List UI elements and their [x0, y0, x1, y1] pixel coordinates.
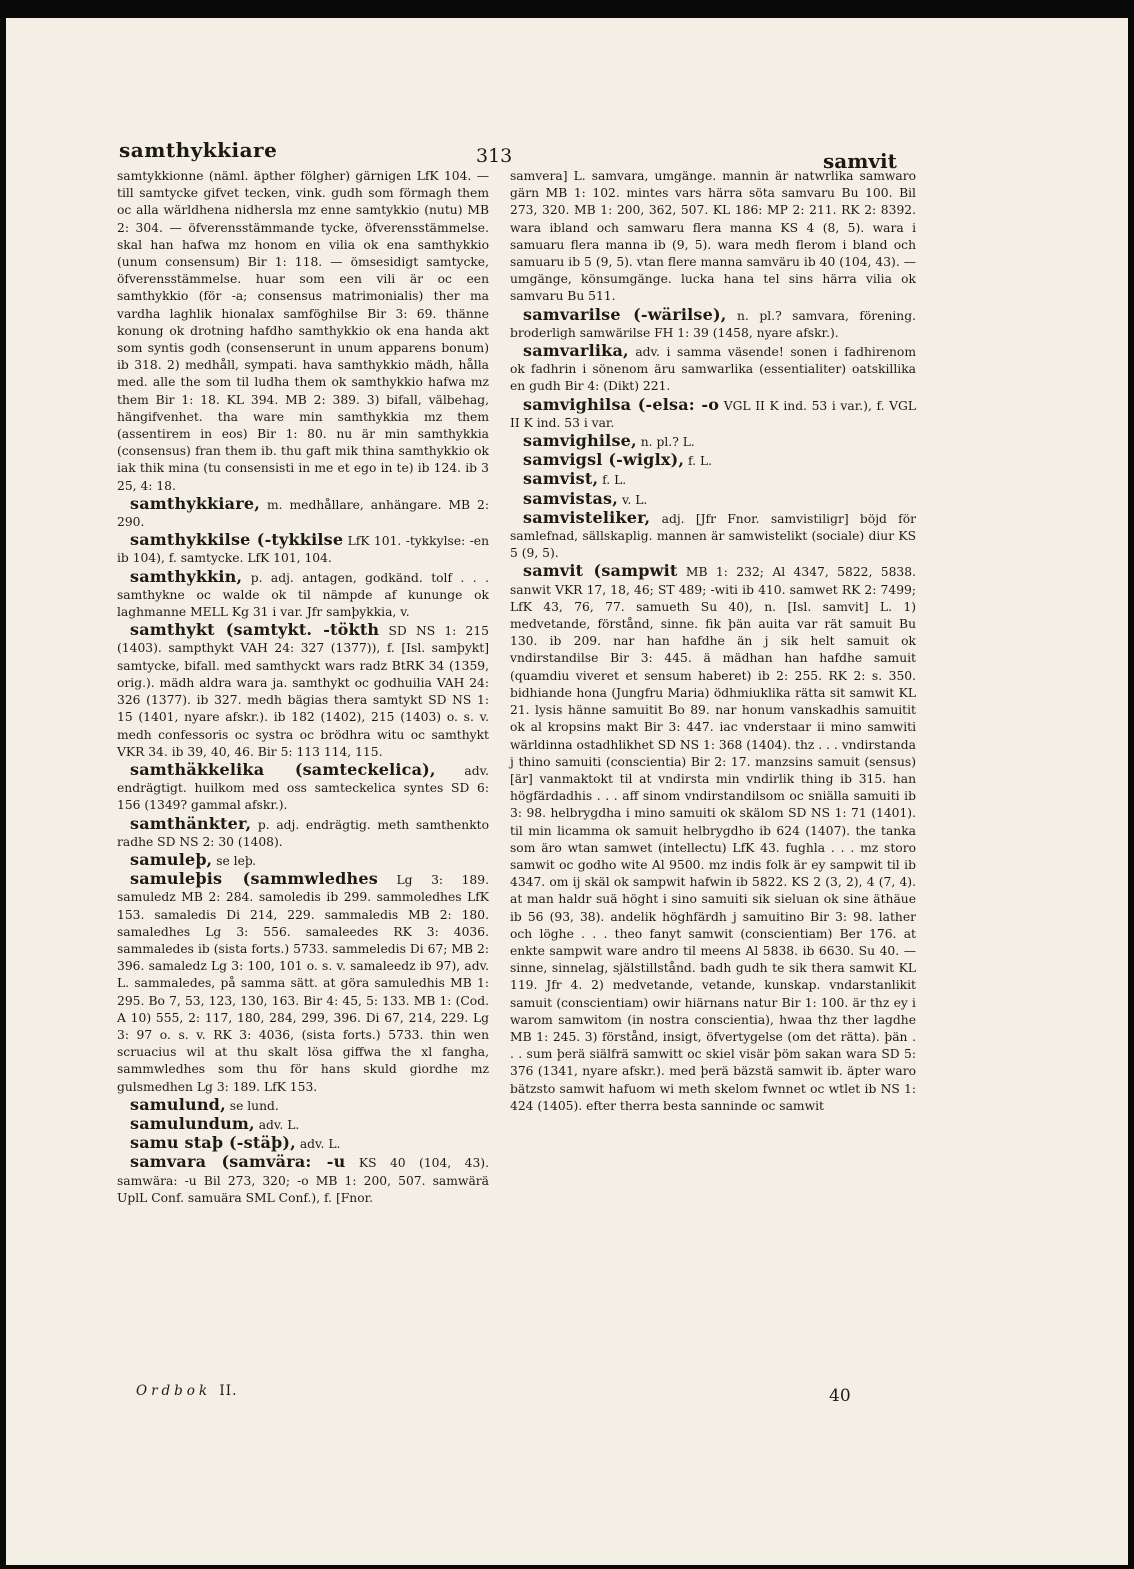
signature-mark: [136, 1383, 237, 1399]
entry-body: adj. [Jfr Fnor. samvistiligr] böjd för samlefnad, sällskaplig. mannen är samwistelikt (sociale) diur KS 5 (9, 5).: [510, 511, 916, 561]
entry-headword: samvarilse (-wärilse),: [523, 304, 727, 324]
entry-continuation: [117, 168, 489, 495]
entry-body: KS 40 (104, 43). samwära: -u Bil 273, 320; -o MB 1: 200, 507. samwärä UplL Conf. samuära SML Conf.), f. [Fnor.: [117, 1156, 489, 1205]
entry-body: LfK 101. -tykkylse: -en ib 104), f. samtycke. LfK 101, 104.: [117, 534, 489, 566]
entry-headword: samvighilse,: [523, 431, 637, 451]
entry-headword: samthäkkelika (samteckelica),: [130, 759, 436, 779]
entry-headword: samthykkiare,: [130, 493, 261, 513]
entry-body: p. adj. antagen, godkänd. tolf . . . samthykne oc walde ok til nämpde af kununge ok laghmanne MELL Kg 31 i var. Jfr samþykkia, v.: [117, 570, 489, 620]
dictionary-entry: [117, 1096, 489, 1115]
entry-headword: samvit (sampwit: [523, 561, 678, 581]
entry-headword: samvara (samvära: -u: [130, 1152, 346, 1172]
entry-body: n. pl.? samvara, förening. broderligh samwärilse FH 1: 39 (1458, nyare afskr.).: [510, 308, 916, 340]
entry-headword: samthykt (samtykt. -tökth: [130, 620, 380, 640]
entry-body: SD NS 1: 215 (1403). sampthykt VAH 24: 327 (1377)), f. [Isl. samþykt] samtycke, bifall. med samthyckt wars radz BtRK 34 (1359, orig.). mädh aldra wara ja. samthykt oc godhuilia VAH 24: 326 (1377). ib 327. medh bägias thera samtykt SD NS 1: 15 (1401, nyare afskr.). ib 182 (1402), 215 (1403) o. s. v. medh confessoris oc systra oc brödhra witu oc samthykt VKR 34. ib 39, 40, 46. Bir 5: 113 114, 115.: [117, 624, 489, 759]
entry-headword: samvigsl (-wiglx),: [523, 450, 685, 470]
entry-body: adv. i samma väsende! sonen i fadhirenom ok fadhrin i sönenom äru samwarlika (essentialiter) oatskillika en gudh Bir 4: (Dikt) 221.: [510, 345, 916, 394]
header-right-word: samvit: [823, 149, 897, 173]
dictionary-entry: [510, 432, 916, 451]
dictionary-entry: [117, 1153, 489, 1207]
dictionary-entry: [510, 490, 916, 509]
page-header: [6, 118, 1128, 173]
entry-headword: samvighilsa (-elsa: -o: [523, 394, 720, 414]
entry-body: p. adj. endrägtig. meth samthenkto radhe SD NS 2: 30 (1408).: [117, 817, 489, 849]
dictionary-entry: [510, 451, 916, 470]
entry-body: VGL II K ind. 53 i var.), f. VGL II K ind. 53 i var.: [510, 398, 916, 430]
entry-headword: samulundum,: [130, 1113, 255, 1133]
dictionary-entry: [117, 761, 489, 815]
entry-body: f. L.: [598, 473, 627, 488]
entry-headword: samthykkilse (-tykkilse: [130, 530, 344, 550]
dictionary-entry: [510, 342, 916, 396]
dictionary-entry: [117, 815, 489, 851]
entry-body: f. L.: [684, 454, 713, 469]
page-number: 313: [476, 145, 513, 167]
header-left-word: samthykkiare: [119, 138, 278, 162]
sheet-number: 40: [829, 1386, 851, 1406]
entry-body: MB 1: 232; Al 4347, 5822, 5838. sanwit VKR 17, 18, 46; ST 489; -witi ib 410. samwet RK 2: 7499; LfK 43, 76, 77. samueth Su 40), n. [Isl. samvit] L. 1) medvetande, förstånd, sinne. fik þän auita var rät samuit Bu 130. ib 209. nar han hafdhe än j sik helt samuit ok vndirstandilse Bir 3: 445. ä mädhan han hafdhe samuit (quamdiu viveret et sensum haberet) ib 2: 255. RK 2: s. 350. bidhiande hona (Jungfru Maria) ödhmiuklika rätta sit samwit KL 21. lysis hänne samuitit Bo 89. nar honum vanskadhis samuitit ok al kropsins makt Bir 3: 447. iac vnderstaar ii mino samwiti wärldinna ostadhlikhet SD NS 1: 368 (1404). thz . . . vndirstanda j thino samuiti (conscientia) Bir 2: 17. manzsins samuit (sensus) [är] vanmaktokt til at vndirsta min vndirlik thing ib 315. han högfärdadhis . . . aff sinom vndirstandilsom oc sniälla samuiti ib 3: 98. helbrygdha i mino samuiti ok skälom SD NS 1: 71 (1401). til min licamma ok samuit helbrygdho ib 624 (1407). the tanka som äro wtan samwet (intellectu) LfK 43. fughla . . . mz storo samwit oc godho wite Al 9500. mz indis folk är ey sampwit til ib 4347. om ij skäl ok sampwit hafwin ib 5822. KS 2 (3, 2), 4 (7, 4). at man haldr suä höght i sino samuiti sik sieluan ok sine äthäue ib 56 (93, 38). andelik höghfärdh j samuitino Bir 3: 98. lather och löghe . . . theo fanyt samwit (conscientiam) Ber 176. at enkte sampwit ware andro til meens Al 5838. ib 6630. Su 40. — sinne, sinnelag, själstillstånd. badh gudh te sik thera samwit KL 119. Jfr 4. 2) medvetande, vetande, kunskap. vndarstanlikit samuit (conscientiam) owir hiärnans natur Bir 1: 100. är thz ey i warom samwitom (in nostra conscientia), hwaa thz ther lagdhe MB 1: 245. 3) förstånd, insigt, öfvertygelse (om det rätta). þän . . . sum þerä siälfrä samwitt oc skiel visär þöm sakan wara SD 5: 376 (1341, nyare afskr.). med þerä bäzstä samwit ib. äpter waro bätzsto samwit hafuom wi meth skelom fwnnet oc wtlet ib NS 1: 424 (1405). efter therra besta sanninde oc samwit: [510, 565, 916, 1113]
left-column: [117, 168, 489, 1207]
entry-body: samvera] L. samvara, umgänge. mannin är natwrlika samwaro gärn MB 1: 102. mintes vars härra söta samvaru Bu 100. Bil 273, 320. MB 1: 200, 362, 507. KL 186: MP 2: 211. RK 2: 8392. wara ibland och samwaru flera manna KS 4 (8, 5). wara i samuaru flera manna ib (9, 5). wara medh flerom i bland och samuaru ib 5 (9, 5). vtan flere manna samväru ib 40 (104, 43). — umgänge, könsumgänge. lucka hana tel sins härra vilia ok samvaru Bu 511.: [510, 169, 916, 304]
entry-headword: samthänkter,: [130, 813, 252, 833]
dictionary-entry: [117, 851, 489, 870]
scanned-page: [6, 18, 1128, 1565]
signature-part: II.: [219, 1383, 238, 1399]
entry-headword: samulund,: [130, 1094, 226, 1114]
entry-body: m. medhållare, anhängare. MB 2: 290.: [117, 497, 489, 530]
entry-body: n. pl.? L.: [636, 435, 695, 450]
dictionary-entry: [510, 562, 916, 1115]
entry-body: se lund.: [225, 1098, 279, 1113]
dictionary-entry: [117, 495, 489, 531]
dictionary-entry: [117, 531, 489, 567]
dictionary-entry: [117, 870, 489, 1096]
entry-headword: samvisteliker,: [523, 507, 651, 527]
dictionary-entry: [117, 1134, 489, 1153]
dictionary-entry: [510, 306, 916, 342]
entry-body: v. L.: [618, 492, 648, 507]
entry-headword: samthykkin,: [130, 566, 243, 586]
dictionary-entry: [510, 470, 916, 489]
dictionary-entry: [510, 396, 916, 432]
entry-headword: samvarlika,: [523, 341, 629, 361]
dictionary-entry: [117, 1115, 489, 1134]
dictionary-entry: [117, 621, 489, 761]
entry-headword: samuleþ,: [130, 849, 213, 869]
entry-continuation: [510, 168, 916, 306]
entry-body: Lg 3: 189. samuledz MB 2: 284. samoledis ib 299. sammoledhes LfK 153. samaledis Di 214, 229. sammaledis MB 2: 180. samaledhes Lg 3: 556. samaleedes RK 3: 4036. sammaledes ib (sista forts.) 5733. sammeledis Di 67; MB 2: 396. samaledz Lg 3: 100, 101 o. s. v. samaleedz ib 97), adv. L. sammaledes, på samma sätt. at göra samuledhis MB 1: 295. Bo 7, 53, 123, 130, 163. Bir 4: 45, 5: 133. MB 1: (Cod. A 10) 555, 2: 117, 180, 284, 299, 396. Di 67, 214, 229. Lg 3: 97 o. s. v. RK 3: 4036, (sista forts.) 5733. thin wen scruacius wil at thu skalt lösa giffwa the xl fangha, sammwledhes som thu för hans skuld giordhe mz gulsmedhen Lg 3: 189. LfK 153.: [117, 873, 489, 1094]
dictionary-entry: [510, 509, 916, 563]
entry-headword: samu staþ (-stäþ),: [130, 1133, 296, 1153]
entry-body: se leþ.: [212, 853, 257, 868]
dictionary-entry: [117, 568, 489, 622]
entry-body: adv. L.: [254, 1117, 300, 1132]
entry-body: adv. endrägtigt. huilkom med oss samteckelica syntes SD 6: 156 (1349? gammal afskr.).: [117, 763, 489, 813]
signature-text: Ordbok: [136, 1383, 212, 1399]
right-column: [510, 168, 916, 1115]
entry-headword: samuleþis (sammwledhes: [130, 869, 378, 889]
entry-body: samtykkionne (näml. äpther fölgher) gärnigen LfK 104. — till samtycke gifvet tecken, vink. gudh som förmagh them oc alla wärldhena nidhersla mz enne samtykkio (nutu) MB 2: 304. — öfverensstämmande tycke, öfverensstämmelse. skal han hafwa mz honom en vilia ok ena samthykkio (unum consensum) Bir 1: 118. — ömsesidigt samtycke, öfverensstämmelse. huar som een vili är oc een samthykkio (för -a; consensus matrimonialis) ther ma vardha laghlik hionalax samföghilse Bir 3: 69. thänne konung ok drotning hafdho samthykkio ok ena handa akt som syntis godh (consenserunt in unum apparens bonum) ib 318. 2) medhåll, sympati. hava samthykkio mädh, hålla med. alle the som til ludha them ok samthykkio hafwa mz them Bir 1: 18. KL 394. MB 2: 389. 3) bifall, välbehag, hängifvenhet. tha ware min samthykkia mz them (assentirem in eos) Bir 1: 80. nu är min samthykkia (consensus) fran them ib. thu gaft mik thina samthykkio ok iak thik mina (tu consensisti in me et ego in te) ib 124. ib 3 25, 4: 18.: [117, 169, 489, 493]
entry-headword: samvistas,: [523, 488, 619, 508]
entry-body: adv. L.: [295, 1137, 341, 1152]
entry-headword: samvist,: [523, 469, 599, 489]
